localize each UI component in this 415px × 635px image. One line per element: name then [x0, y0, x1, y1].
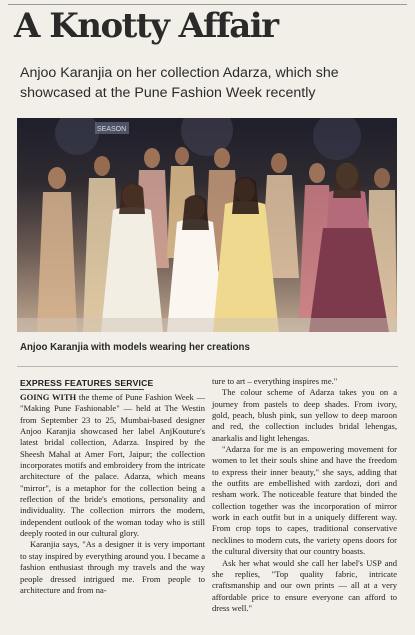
- section-rule: [17, 366, 398, 367]
- paragraph: ture to art – everything inspires me.": [212, 376, 338, 386]
- paragraph: The colour scheme of Adarza takes you on a journey from pastels to deep shades. From ivory, gold, peach, blush pink, sun yellow to deep maroon and red, the collection includes bridal lehengas, anarkalis and light lehengas.: [212, 387, 397, 443]
- lead-in: GOING WITH: [20, 392, 77, 402]
- top-rule: [8, 4, 407, 5]
- paragraph: Ask her what would she call her label's USP and she replies, "Top quality fabric, intricate craftsmanship and our own prints — all at a very affordable price to ensure everyone can afford to dress well.": [212, 557, 397, 613]
- article-column-1: [20, 392, 205, 596]
- byline-underline: [20, 389, 144, 390]
- stage-sign: SEASON: [97, 126, 127, 133]
- paragraph-text: the theme of Pune Fashion Week — "Making Pune Fashionable" — held at The Westin from September 23 to 25, Mumbai-based designer Anjoo Karanjia showcased her label AnjKouture's latest bridal collection, Adarza. Inspired by the Sheesh Mahal at Amer Fort, Jaipur; the collection incorporates motifs and embroidery from the intricate architecture of the palace. Adarza, which means "mirror", is a metaphor for the collection being a reflection of the bride's emotions, personality and individuality. The collection mirrors the modern, independent outlook of the woman today who is still deeply rooted in our cultural glory.: [20, 392, 205, 539]
- runway-photo-illustration: [17, 118, 397, 332]
- article-column-2: [212, 376, 397, 614]
- deck-subheading: Anjoo Karanjia on her collection Adarza, which she showcased at the Pune Fashion Week recently: [20, 65, 339, 101]
- paragraph: Karanjia says, "As a designer it is very important to stay inspired by everything around you. I became a fashion enthusiast through my travels and the way people dressed intrigued me. From people to architecture and from na-: [20, 539, 205, 595]
- photo-caption: Anjoo Karanjia with models wearing her creations: [20, 342, 250, 353]
- byline: EXPRESS FEATURES SERVICE: [20, 378, 154, 388]
- headline: A Knotty Affair: [14, 6, 278, 46]
- paragraph: [20, 392, 205, 539]
- runway-photo: [17, 118, 397, 332]
- paragraph: "Adarza for me is an empowering movement for women to let their souls shine and have the freedom to express their inner beauty," she says, adding that the outfits are embellished with zardozi, dori and resham work. The noticeable feature that binded the collection together was the incorporation of mirror work in each outfit but in a uniquely different way. From crop tops to capes, traditional conservative necklines to modern cuts, the variety opens doors for the cultural diversity that our country boasts.: [212, 444, 397, 557]
